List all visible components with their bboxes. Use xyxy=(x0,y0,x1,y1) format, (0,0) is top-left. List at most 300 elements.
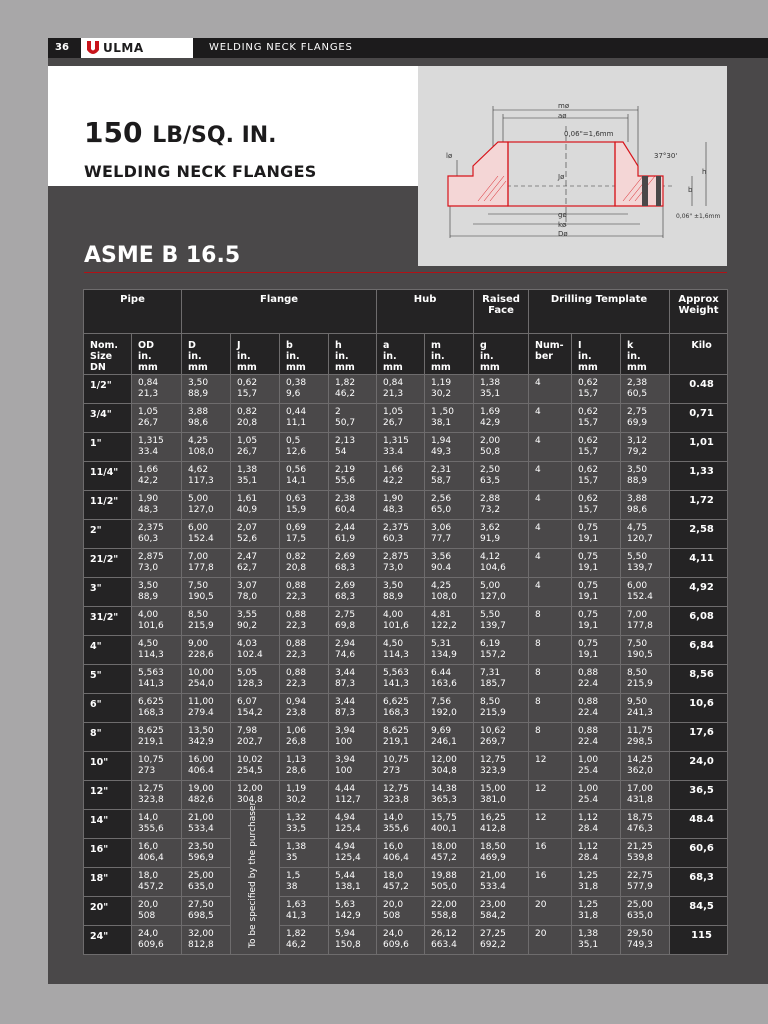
value-mm: 120,7 xyxy=(627,534,653,544)
value-mm: 26,7 xyxy=(383,418,404,428)
weight-cell: 1,01 xyxy=(670,433,728,462)
value-mm: 122,2 xyxy=(431,621,457,631)
value-inches: 12,00 xyxy=(237,784,263,794)
drilling-cell-i xyxy=(572,375,621,404)
dimension-cell-b xyxy=(280,665,329,694)
value-mm: 68,3 xyxy=(335,563,356,573)
value-mm: 26,8 xyxy=(286,737,307,747)
value-inches: 2,75 xyxy=(627,407,648,417)
dimension-cell-m xyxy=(425,404,474,433)
value-mm: 62,7 xyxy=(237,563,258,573)
diagram-label-k: kø xyxy=(558,221,567,229)
value-inches: 3,07 xyxy=(237,581,258,591)
value-inches: 7,56 xyxy=(431,697,452,707)
value-inches: 0,62 xyxy=(578,465,599,475)
value-mm: 508 xyxy=(138,911,156,921)
value-mm: 33,5 xyxy=(286,824,307,834)
value-mm: 138,1 xyxy=(335,882,361,892)
value-inches: 0,84 xyxy=(383,378,404,388)
value-mm: 20,8 xyxy=(286,563,307,573)
drilling-cell-i xyxy=(572,549,621,578)
value-mm: 142,9 xyxy=(335,911,361,921)
dimension-cell-m xyxy=(425,433,474,462)
table-body xyxy=(84,375,728,955)
sub-header-line: Nom. xyxy=(90,340,118,351)
value-inches: 18,75 xyxy=(627,813,653,823)
table-row xyxy=(84,926,728,955)
dimension-cell-a xyxy=(377,694,425,723)
value-inches: 5,44 xyxy=(335,871,356,881)
value-mm: 22,3 xyxy=(286,621,307,631)
value-mm: 102.4 xyxy=(237,650,263,660)
value-mm: 355,6 xyxy=(383,824,409,834)
value-inches: 1,61 xyxy=(237,494,258,504)
value-mm: 35,1 xyxy=(237,476,258,486)
value-mm: 73,0 xyxy=(138,563,159,573)
table-row xyxy=(84,665,728,694)
sub-header-line: h xyxy=(335,340,342,351)
dimension-cell-a xyxy=(377,607,425,636)
dimension-cell-j xyxy=(231,375,280,404)
value-inches: 5,94 xyxy=(335,929,356,939)
value-inches: 0,69 xyxy=(286,523,307,533)
drilling-cell-k xyxy=(621,607,670,636)
dimension-cell-b xyxy=(280,694,329,723)
dimension-cell-g xyxy=(474,404,529,433)
value-inches: 5,563 xyxy=(138,668,164,678)
dimension-cell-a xyxy=(377,578,425,607)
sub-header-line: mm xyxy=(237,362,257,373)
value-mm: 19,1 xyxy=(578,563,599,573)
value-mm: 55,6 xyxy=(335,476,356,486)
value-mm: 114,3 xyxy=(138,650,164,660)
dimension-cell-h xyxy=(329,897,377,926)
sub-header-line: in. xyxy=(578,351,592,362)
dimension-cell-m xyxy=(425,607,474,636)
value-mm: 48,3 xyxy=(383,505,404,515)
dimension-cell-b xyxy=(280,433,329,462)
value-mm: 304,8 xyxy=(237,795,263,805)
value-mm: 609,6 xyxy=(383,940,409,950)
bolt-number-cell: 8 xyxy=(529,723,572,752)
sub-header-line: in. xyxy=(286,351,300,362)
value-mm: 141,3 xyxy=(383,679,409,689)
bolt-number-cell: 4 xyxy=(529,462,572,491)
value-mm: 88,9 xyxy=(188,389,209,399)
value-mm: 68,3 xyxy=(335,592,356,602)
drilling-cell-i xyxy=(572,781,621,810)
drilling-cell-k xyxy=(621,694,670,723)
value-inches: 2,875 xyxy=(138,552,164,562)
value-mm: 323,9 xyxy=(480,766,506,776)
sub-header-line: mm xyxy=(286,362,306,373)
value-mm: 98,6 xyxy=(627,505,648,515)
dimension-cell-g xyxy=(474,868,529,897)
value-mm: 406,4 xyxy=(383,853,409,863)
value-inches: 1,82 xyxy=(335,378,356,388)
value-inches: 3,94 xyxy=(335,726,356,736)
dimension-cell-h xyxy=(329,723,377,752)
dimension-cell-g xyxy=(474,810,529,839)
value-inches: 4,25 xyxy=(188,436,209,446)
value-inches: 0,63 xyxy=(286,494,307,504)
dimension-cell-d xyxy=(182,839,231,868)
value-mm: 60,3 xyxy=(138,534,159,544)
value-inches: 0,75 xyxy=(578,639,599,649)
dimension-cell-m xyxy=(425,868,474,897)
value-inches: 6,625 xyxy=(138,697,164,707)
dimension-cell-j xyxy=(231,462,280,491)
nominal-size-cell: 11/4" xyxy=(84,462,132,491)
dimension-cell-g xyxy=(474,433,529,462)
value-mm: 17,5 xyxy=(286,534,307,544)
value-mm: 154,2 xyxy=(237,708,263,718)
value-mm: 15,7 xyxy=(578,389,599,399)
drilling-cell-k xyxy=(621,752,670,781)
value-inches: 2,13 xyxy=(335,436,356,446)
value-mm: 23,8 xyxy=(286,708,307,718)
drilling-cell-i xyxy=(572,636,621,665)
drilling-cell-k xyxy=(621,520,670,549)
sub-header-line: in. xyxy=(138,351,152,362)
value-inches: 27,50 xyxy=(188,900,214,910)
bolt-number-cell: 12 xyxy=(529,810,572,839)
value-mm: 19,1 xyxy=(578,592,599,602)
value-mm: 15,7 xyxy=(578,476,599,486)
sub-header-line: g xyxy=(480,340,487,351)
value-mm: 273 xyxy=(383,766,401,776)
bolt-number-cell: 4 xyxy=(529,375,572,404)
sub-header-line: b xyxy=(286,340,293,351)
section-title: WELDING NECK FLANGES xyxy=(209,42,353,53)
dimension-cell-b xyxy=(280,839,329,868)
value-inches: 1,66 xyxy=(383,465,404,475)
value-mm: 61,9 xyxy=(335,534,356,544)
value-mm: 46,2 xyxy=(335,389,356,399)
dimension-cell-m xyxy=(425,723,474,752)
value-inches: 7,50 xyxy=(627,639,648,649)
value-mm: 100 xyxy=(335,766,353,776)
value-mm: 112,7 xyxy=(335,795,361,805)
value-mm: 558,8 xyxy=(431,911,457,921)
dimension-cell-b xyxy=(280,897,329,926)
value-mm: 22,3 xyxy=(286,679,307,689)
drilling-cell-k xyxy=(621,781,670,810)
value-mm: 254,0 xyxy=(188,679,214,689)
value-mm: 476,3 xyxy=(627,824,653,834)
drilling-cell-k xyxy=(621,665,670,694)
value-inches: 4,62 xyxy=(188,465,209,475)
value-mm: 177,8 xyxy=(627,621,653,631)
value-inches: 7,31 xyxy=(480,668,501,678)
weight-cell: 1,33 xyxy=(670,462,728,491)
sub-header-line: in. xyxy=(480,351,494,362)
drilling-cell-i xyxy=(572,694,621,723)
value-mm: 108,0 xyxy=(188,447,214,457)
dimension-cell-g xyxy=(474,375,529,404)
value-inches: 0,5 xyxy=(286,436,301,446)
weight-cell: 0,71 xyxy=(670,404,728,433)
dimension-cell-h xyxy=(329,607,377,636)
value-inches: 5,00 xyxy=(188,494,209,504)
value-inches: 3,56 xyxy=(431,552,452,562)
value-inches: 0,88 xyxy=(286,581,307,591)
weight-cell: 0.48 xyxy=(670,375,728,404)
sub-header-cell xyxy=(231,334,280,375)
value-mm: 101,6 xyxy=(383,621,409,631)
drilling-cell-i xyxy=(572,723,621,752)
value-mm: 150,8 xyxy=(335,940,361,950)
value-inches: 1,5 xyxy=(286,871,301,881)
bolt-number-cell: 4 xyxy=(529,433,572,462)
value-mm: 635,0 xyxy=(188,882,214,892)
value-inches: 15,00 xyxy=(480,784,506,794)
sub-header-line: Kilo xyxy=(691,340,712,351)
dimension-cell-m xyxy=(425,839,474,868)
drilling-cell-i xyxy=(572,752,621,781)
value-inches: 23,00 xyxy=(480,900,506,910)
value-inches: 4,94 xyxy=(335,813,356,823)
dimension-cell-h xyxy=(329,549,377,578)
value-mm: 58,7 xyxy=(431,476,452,486)
value-inches: 0,62 xyxy=(578,494,599,504)
value-mm: 362,0 xyxy=(627,766,653,776)
dimension-cell-h xyxy=(329,665,377,694)
product-title: WELDING NECK FLANGES xyxy=(84,162,317,181)
value-inches: 0,75 xyxy=(578,523,599,533)
value-inches: 0,75 xyxy=(578,610,599,620)
dimension-cell-m xyxy=(425,549,474,578)
value-inches: 9,69 xyxy=(431,726,452,736)
purchaser-note: To be specified by the purchaser xyxy=(248,801,259,948)
sub-header-line: J xyxy=(237,340,241,351)
dimension-cell-a xyxy=(377,375,425,404)
value-mm: 28.4 xyxy=(578,853,599,863)
sub-header-cell xyxy=(329,334,377,375)
value-inches: 21,00 xyxy=(188,813,214,823)
drilling-cell-i xyxy=(572,810,621,839)
value-inches: 0,94 xyxy=(286,697,307,707)
table-row xyxy=(84,636,728,665)
nominal-size-cell: 2" xyxy=(84,520,132,549)
value-mm: 88,9 xyxy=(627,476,648,486)
weight-cell: 10,6 xyxy=(670,694,728,723)
dimension-cell-b xyxy=(280,636,329,665)
value-mm: 584,2 xyxy=(480,911,506,921)
dimension-cell-od xyxy=(132,926,182,955)
dimension-cell-d xyxy=(182,462,231,491)
value-mm: 152.4 xyxy=(188,534,214,544)
value-inches: 2,875 xyxy=(383,552,409,562)
value-mm: 304,8 xyxy=(431,766,457,776)
value-mm: 125,4 xyxy=(335,824,361,834)
nominal-size-cell: 8" xyxy=(84,723,132,752)
value-mm: 323,8 xyxy=(383,795,409,805)
dimension-cell-b xyxy=(280,578,329,607)
value-inches: 1,38 xyxy=(578,929,599,939)
value-mm: 190,5 xyxy=(188,592,214,602)
table-row xyxy=(84,520,728,549)
dimension-cell-d xyxy=(182,810,231,839)
value-mm: 168,3 xyxy=(383,708,409,718)
sub-header-line: Size xyxy=(90,351,113,362)
table-row xyxy=(84,694,728,723)
value-inches: 2 xyxy=(335,407,341,417)
value-inches: 10,75 xyxy=(383,755,409,765)
drilling-cell-k xyxy=(621,868,670,897)
value-mm: 108,0 xyxy=(431,592,457,602)
bolt-number-cell: 8 xyxy=(529,607,572,636)
dimension-cell-j xyxy=(231,404,280,433)
value-mm: 192,0 xyxy=(431,708,457,718)
dimension-cell-b xyxy=(280,462,329,491)
value-mm: 141,3 xyxy=(138,679,164,689)
sub-header-cell xyxy=(182,334,231,375)
value-mm: 30,2 xyxy=(286,795,307,805)
value-mm: 35,1 xyxy=(578,940,599,950)
nominal-size-cell: 18" xyxy=(84,868,132,897)
dimension-cell-j xyxy=(231,694,280,723)
value-mm: 400,1 xyxy=(431,824,457,834)
sub-header-line: mm xyxy=(383,362,403,373)
table-row xyxy=(84,375,728,404)
value-inches: 7,00 xyxy=(627,610,648,620)
value-mm: 539,8 xyxy=(627,853,653,863)
dimension-cell-h xyxy=(329,868,377,897)
value-mm: 73,0 xyxy=(383,563,404,573)
value-mm: 35,1 xyxy=(480,389,501,399)
value-mm: 41,3 xyxy=(286,911,307,921)
dimension-cell-b xyxy=(280,810,329,839)
drilling-cell-k xyxy=(621,578,670,607)
value-inches: 0,62 xyxy=(237,378,258,388)
dimension-cell-g xyxy=(474,839,529,868)
value-mm: 431,8 xyxy=(627,795,653,805)
dimension-cell-od xyxy=(132,607,182,636)
value-inches: 16,00 xyxy=(188,755,214,765)
value-inches: 16,25 xyxy=(480,813,506,823)
value-inches: 3,50 xyxy=(138,581,159,591)
drilling-cell-i xyxy=(572,839,621,868)
bolt-number-cell: 12 xyxy=(529,781,572,810)
diagram-label-b: b xyxy=(688,186,693,194)
drilling-cell-k xyxy=(621,404,670,433)
pressure-value: 150 xyxy=(84,116,143,149)
dimension-cell-m xyxy=(425,810,474,839)
drilling-cell-k xyxy=(621,897,670,926)
sub-header-row xyxy=(84,334,728,375)
value-mm: 365,3 xyxy=(431,795,457,805)
diagram-label-tolerance: 0,06" ±1,6mm xyxy=(676,213,721,220)
drilling-cell-k xyxy=(621,549,670,578)
value-inches: 1,315 xyxy=(383,436,409,446)
dimension-cell-h xyxy=(329,839,377,868)
value-mm: 406.4 xyxy=(188,766,214,776)
dimension-cell-a xyxy=(377,752,425,781)
value-inches: 2,38 xyxy=(627,378,648,388)
weight-cell: 24,0 xyxy=(670,752,728,781)
value-inches: 3,50 xyxy=(383,581,404,591)
dimension-cell-m xyxy=(425,694,474,723)
value-mm: 692,2 xyxy=(480,940,506,950)
nominal-size-cell: 1" xyxy=(84,433,132,462)
bolt-number-cell: 8 xyxy=(529,694,572,723)
dimension-cell-g xyxy=(474,578,529,607)
value-inches: 6,00 xyxy=(627,581,648,591)
value-inches: 0,38 xyxy=(286,378,307,388)
diagram-label-a: aø xyxy=(558,112,567,120)
dimension-cell-b xyxy=(280,375,329,404)
value-mm: 355,6 xyxy=(138,824,164,834)
value-inches: 3,94 xyxy=(335,755,356,765)
group-header-flange: Flange xyxy=(182,290,377,334)
value-inches: 18,0 xyxy=(138,871,159,881)
dimension-cell-j xyxy=(231,636,280,665)
dimension-cell-b xyxy=(280,723,329,752)
weight-cell: 1,72 xyxy=(670,491,728,520)
value-inches: 19,88 xyxy=(431,871,457,881)
dimension-cell-b xyxy=(280,607,329,636)
value-inches: 3,44 xyxy=(335,697,356,707)
value-mm: 48,3 xyxy=(138,505,159,515)
nominal-size-cell: 21/2" xyxy=(84,549,132,578)
nominal-size-cell: 3" xyxy=(84,578,132,607)
sub-header-line: I xyxy=(578,340,582,351)
group-header-row xyxy=(84,290,728,334)
sub-header-line: DN xyxy=(90,362,106,373)
dimension-cell-d xyxy=(182,578,231,607)
value-inches: 1,06 xyxy=(286,726,307,736)
sub-header-cell xyxy=(132,334,182,375)
nominal-size-cell: 14" xyxy=(84,810,132,839)
dimension-cell-j xyxy=(231,578,280,607)
value-mm: 60,5 xyxy=(627,389,648,399)
weight-cell: 2,58 xyxy=(670,520,728,549)
value-mm: 127,0 xyxy=(188,505,214,515)
table-row xyxy=(84,433,728,462)
value-mm: 21,3 xyxy=(138,389,159,399)
group-header-drilling: Drilling Template xyxy=(529,290,670,334)
value-inches: 23,50 xyxy=(188,842,214,852)
value-inches: 5,00 xyxy=(480,581,501,591)
sub-header-line: in. xyxy=(335,351,349,362)
value-mm: 40,9 xyxy=(237,505,258,515)
value-inches: 4,75 xyxy=(627,523,648,533)
value-inches: 3,55 xyxy=(237,610,258,620)
value-mm: 663.4 xyxy=(431,940,457,950)
drilling-cell-i xyxy=(572,578,621,607)
dimension-cell-g xyxy=(474,491,529,520)
value-inches: 5,50 xyxy=(627,552,648,562)
drilling-cell-i xyxy=(572,665,621,694)
value-mm: 20,8 xyxy=(237,418,258,428)
value-mm: 38,1 xyxy=(431,418,452,428)
value-inches: 4,50 xyxy=(138,639,159,649)
dimension-cell-h xyxy=(329,462,377,491)
dimension-cell-d xyxy=(182,926,231,955)
value-inches: 2,19 xyxy=(335,465,356,475)
value-inches: 1,38 xyxy=(237,465,258,475)
group-header-pipe: Pipe xyxy=(84,290,182,334)
dimension-cell-j xyxy=(231,433,280,462)
value-inches: 3,12 xyxy=(627,436,648,446)
value-inches: 12,75 xyxy=(383,784,409,794)
drilling-cell-i xyxy=(572,433,621,462)
dimension-cell-m xyxy=(425,752,474,781)
value-mm: 73,2 xyxy=(480,505,501,515)
value-inches: 26,12 xyxy=(431,929,457,939)
value-inches: 1,12 xyxy=(578,813,599,823)
